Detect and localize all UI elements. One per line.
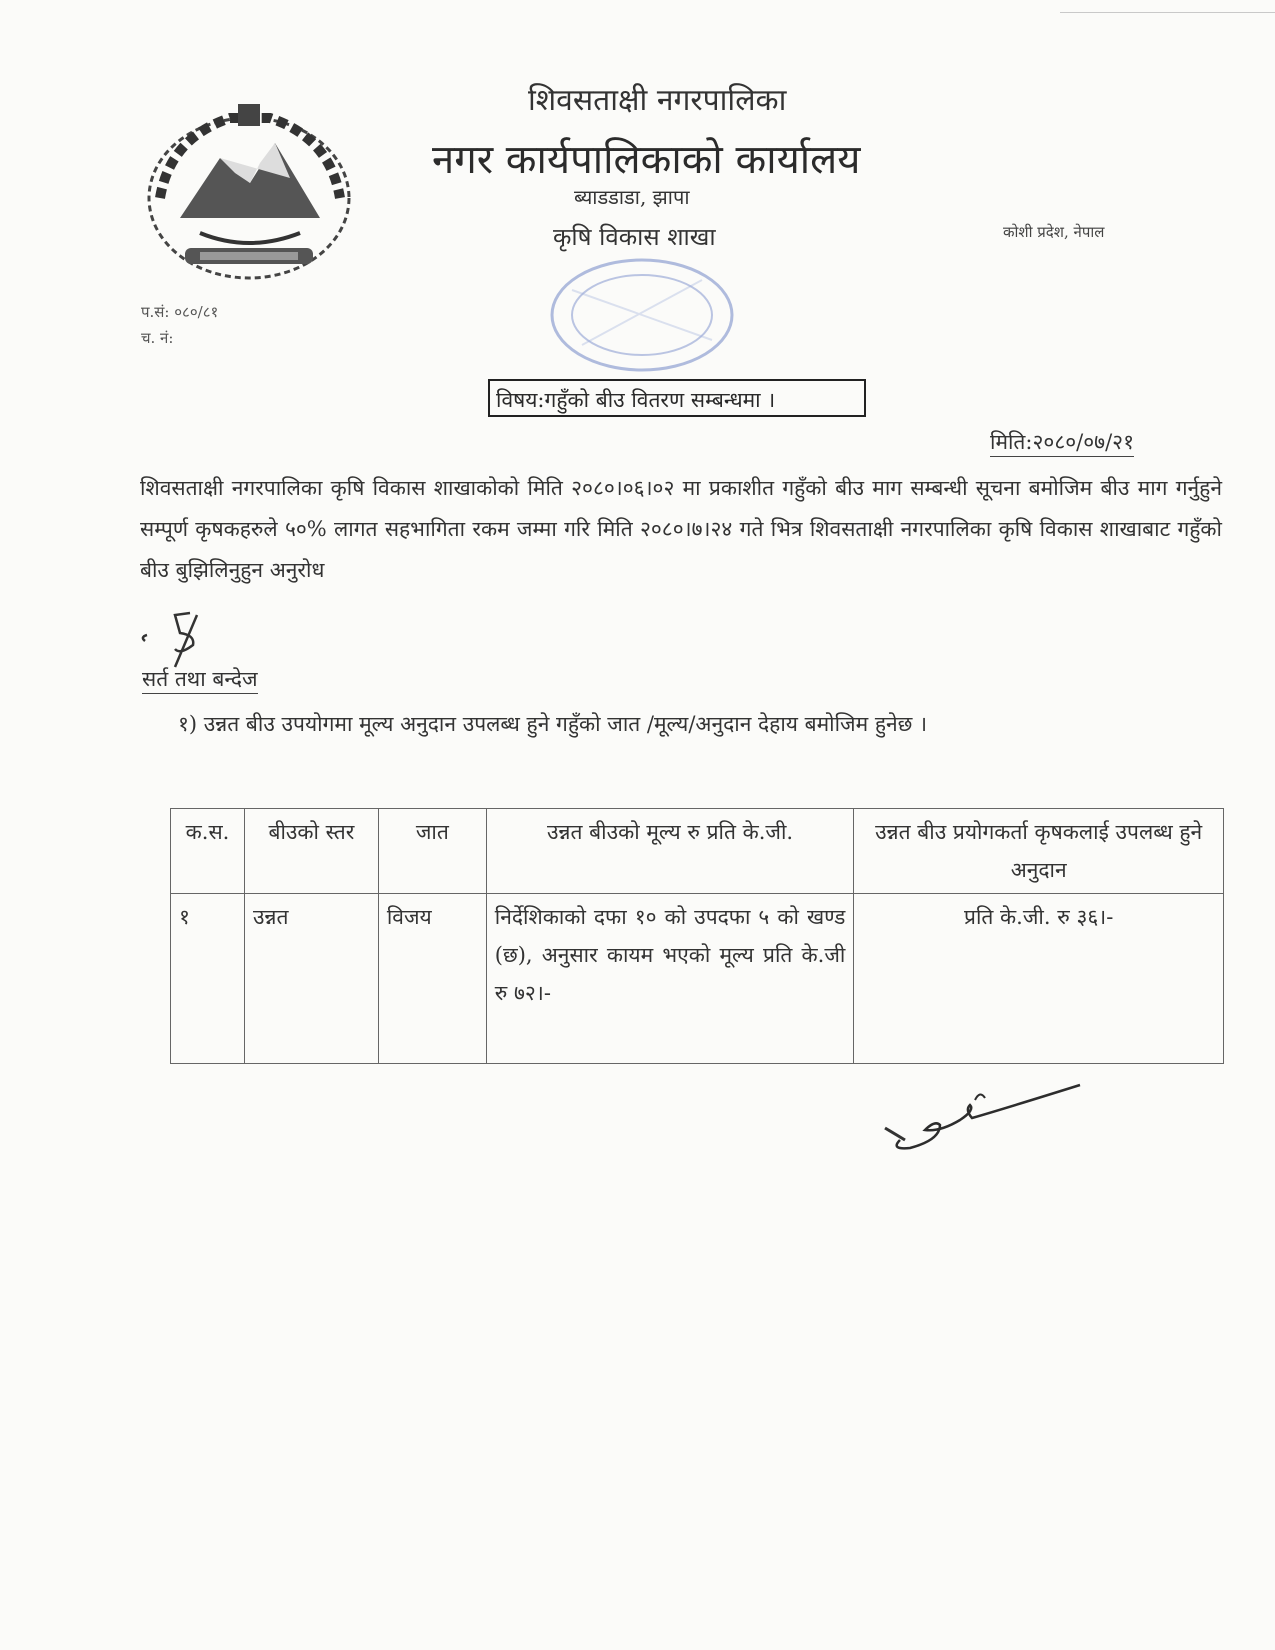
letter-date: मिति:२०८०/०७/२१ (990, 428, 1134, 457)
col-subsidy: उन्नत बीउ प्रयोगकर्ता कृषकलाई उपलब्ध हुने अनुदान (854, 809, 1224, 894)
col-seed-level: बीउको स्तर (244, 809, 378, 894)
body-paragraph: शिवसताक्षी नगरपालिका कृषि विकास शाखाकोको मिति २०८०।०६।०२ मा प्रकाशीत गहुँको बीउ माग सम्बन्धी सूचना बमोजिम बीउ माग गर्नुहुने सम्पूर्ण कृषकहरुले ५०% लागत सहभागिता रकम जम्मा गरि मिति २०८०।७।२४ गते भित्र शिवसताक्षी नगरपालिका कृषि विकास शाखाबाट गहुँको बीउ बुझिलिनुहुन अनुरोध (140, 476, 1222, 582)
officer-signature-icon (880, 1070, 1100, 1160)
office-name: नगर कार्यपालिकाको कार्यालय (432, 137, 861, 183)
subject-box: विषय:गहुँको बीउ वितरण सम्बन्धमा । (488, 379, 866, 417)
scan-edge-line (1060, 12, 1275, 13)
cell-seed-level: उन्नत (244, 894, 378, 1064)
cell-variety: विजय (378, 894, 486, 1064)
cell-seed-price: निर्देशिकाको दफा १० को उपदफा ५ को खण्ड (छ), अनुसार कायम भएको मूल्य प्रति के.जी रु ७२।- (486, 894, 854, 1064)
province-label: कोशी प्रदेश, नेपाल (1003, 223, 1105, 241)
section-name: कृषि विकास शाखा (553, 223, 716, 251)
col-seed-price: उन्नत बीउको मूल्य रु प्रति के.जी. (486, 809, 854, 894)
cell-serial: १ (171, 894, 245, 1064)
letter-number: प.सं: ०८०/८१ (141, 303, 219, 321)
subsidy-table (170, 808, 1224, 1064)
cell-subsidy: प्रति के.जी. रु ३६।- (854, 894, 1224, 1064)
terms-heading: सर्त तथा बन्देज (142, 665, 258, 694)
table-header-row (171, 809, 1224, 894)
office-location: ब्याडडाडा, झापा (574, 185, 690, 209)
municipality-name: शिवसताक्षी नगरपालिका (528, 83, 787, 118)
col-variety: जात (378, 809, 486, 894)
dispatch-number: च. नं: (141, 329, 174, 347)
office-stamp-icon (542, 250, 742, 380)
table-row (171, 894, 1224, 1064)
clause-1: १) उन्नत बीउ उपयोगमा मूल्य अनुदान उपलब्ध हुने गहुँको जात /मूल्य/अनुदान देहाय बमोजिम हुनेछ । (178, 712, 928, 736)
col-serial: क.स. (171, 809, 245, 894)
nepal-emblem-icon (140, 98, 358, 288)
